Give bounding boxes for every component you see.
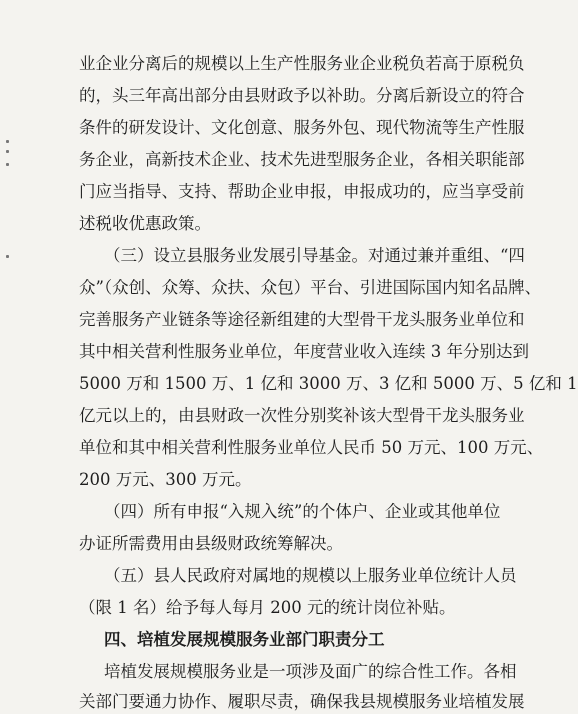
paragraph-line: 200 万元、300 万元。: [79, 470, 252, 489]
scan-mark: [6, 255, 9, 258]
paragraph-line: 条件的研发设计、文化创意、服务外包、现代物流等生产性服: [79, 118, 525, 137]
scan-mark: [6, 140, 9, 143]
paragraph-line: 完善服务产业链条等途径新组建的大型骨干龙头服务业单位和: [79, 310, 525, 329]
paragraph-line: 培植发展规模服务业是一项涉及面广的综合性工作。各相: [104, 662, 517, 681]
paragraph-line: 5000 万和 1500 万、1 亿和 3000 万、3 亿和 5000 万、5 亿和 1: [79, 374, 578, 393]
paragraph-line: （三）设立县服务业发展引导基金。对通过兼并重组、“四: [104, 246, 525, 265]
paragraph-line: 单位和其中相关营利性服务业单位人民币 50 万元、100 万元、: [79, 438, 544, 457]
scan-mark: [6, 150, 9, 153]
paragraph-line: 办证所需费用由县级财政统筹解决。: [79, 534, 343, 553]
paragraph-line: 其中相关营利性服务业单位，年度营业收入连续 3 年分别达到: [79, 342, 529, 361]
scan-mark: [6, 163, 9, 166]
paragraph-line: 众”（众创、众筹、众扶、众包）平台、引进国际国内知名品牌、: [79, 278, 542, 297]
section-heading: 四、培植发展规模服务业部门职责分工: [104, 630, 385, 649]
paragraph-line: 门应当指导、支持、帮助企业申报，申报成功的，应当享受前: [79, 182, 525, 201]
paragraph-line: （五）县人民政府对属地的规模以上服务业单位统计人员: [104, 566, 517, 585]
paragraph-line: （限 1 名）给予每人每月 200 元的统计岗位补贴。: [79, 598, 456, 617]
paragraph-line: 的，头三年高出部分由县财政予以补助。分离后新设立的符合: [79, 86, 525, 105]
paragraph-line: 务企业，高新技术企业、技术先进型服务企业，各相关职能部: [79, 150, 525, 169]
paragraph-line: 关部门要通力协作、履职尽责，确保我县规模服务业培植发展: [79, 692, 525, 711]
paragraph-line: （四）所有申报“入规入统”的个体户、企业或其他单位: [104, 502, 501, 521]
paragraph-line: 亿元以上的，由县财政一次性分别奖补该大型骨干龙头服务业: [79, 406, 525, 425]
paragraph-line: 业企业分离后的规模以上生产性服务业企业税负若高于原税负: [79, 54, 525, 73]
paragraph-line: 述税收优惠政策。: [79, 214, 211, 233]
